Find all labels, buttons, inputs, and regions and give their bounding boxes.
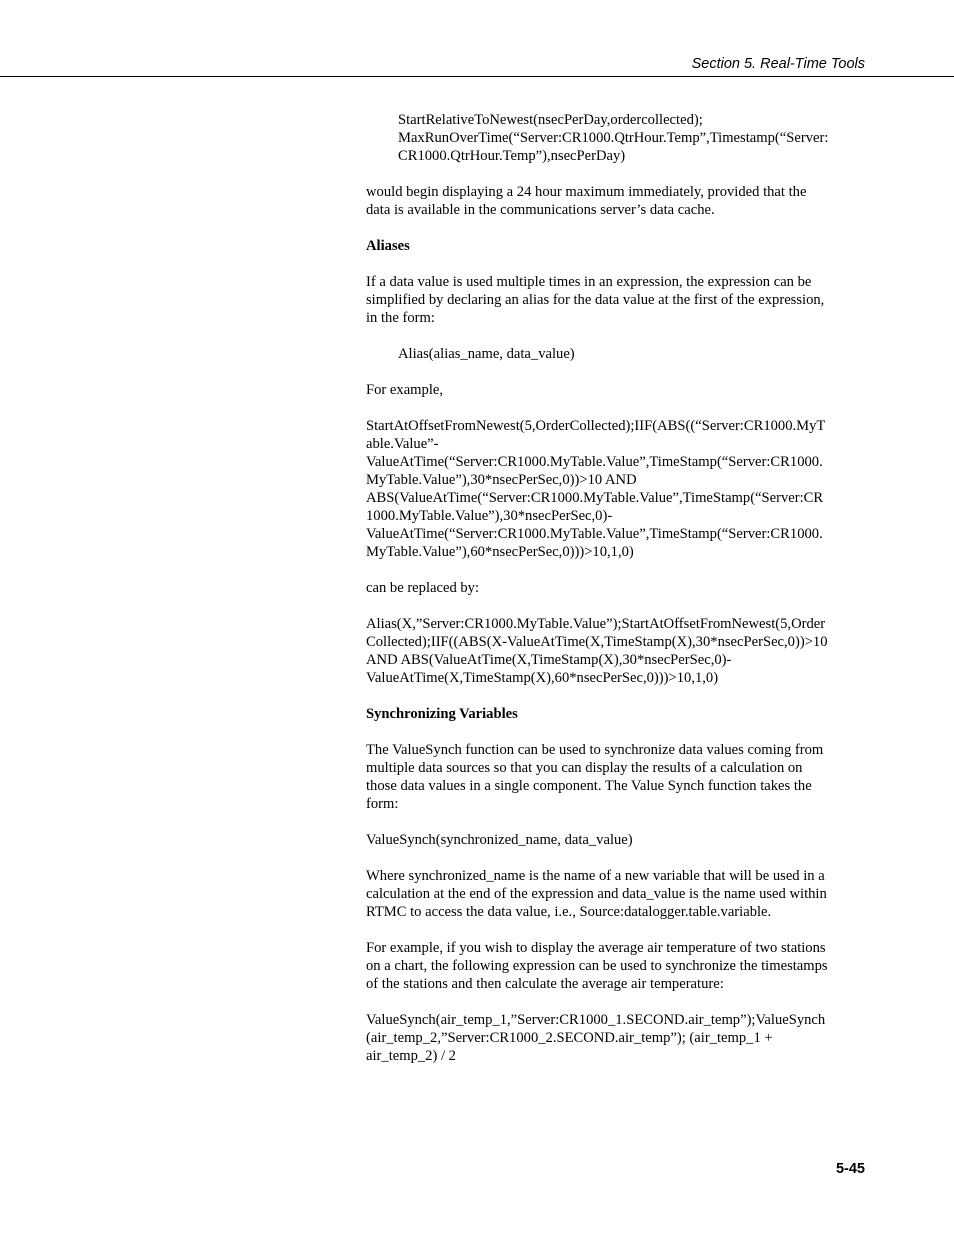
paragraph-alias-intro: [366, 273, 866, 327]
paragraph-replaced-by: can be replaced by:: [366, 580, 480, 596]
text-line: If a data value is used multiple times in an expression, the expression can be: [366, 274, 812, 290]
code-alias-form: Alias(alias_name, data_value): [398, 346, 575, 362]
text-line: air_temp_2) / 2: [366, 1048, 456, 1064]
text-line: in the form:: [366, 310, 435, 326]
text-line: AND ABS(ValueAtTime(X,TimeStamp(X),30*nsecPerSec,0)-: [366, 652, 732, 668]
text-line: data is available in the communications server’s data cache.: [366, 202, 715, 218]
text-line: 1000.MyTable.Value”),30*nsecPerSec,0)-: [366, 508, 613, 524]
text-line: StartAtOffsetFromNewest(5,OrderCollected);IIF(ABS((“Server:CR1000.MyT: [366, 418, 826, 434]
text-line: would begin displaying a 24 hour maximum immediately, provided that the: [366, 184, 807, 200]
text-line: MyTable.Value”),30*nsecPerSec,0))>10 AND: [366, 472, 637, 488]
text-line: calculation at the end of the expression and data_value is the name used within: [366, 886, 827, 902]
section-header-title: Section 5. Real-Time Tools: [691, 56, 865, 72]
text-line: The ValueSynch function can be used to synchronize data values coming from: [366, 742, 824, 758]
text-line: ValueAtTime(X,TimeStamp(X),60*nsecPerSec,0)))>10,1,0): [366, 670, 719, 686]
paragraph-begin-displaying: [366, 183, 866, 219]
paragraph-sync-example: [366, 939, 866, 993]
text-line: CR1000.QtrHour.Temp”),nsecPerDay): [398, 148, 626, 164]
text-line: (air_temp_2,”Server:CR1000_2.SECOND.air_temp”); (air_temp_1 +: [366, 1030, 773, 1046]
text-line: form:: [366, 796, 399, 812]
code-long-expression: [366, 417, 866, 561]
heading-synchronizing-variables: Synchronizing Variables: [366, 706, 518, 722]
text-line: For example, if you wish to display the average air temperature of two stations: [366, 940, 826, 956]
text-line: ValueSynch(air_temp_1,”Server:CR1000_1.SECOND.air_temp”);ValueSynch: [366, 1012, 826, 1028]
text-line: MyTable.Value”),60*nsecPerSec,0)))>10,1,0): [366, 544, 634, 560]
text-line: those data values in a single component. The Value Synch function takes the: [366, 778, 812, 794]
text-line: ValueAtTime(“Server:CR1000.MyTable.Value”,TimeStamp(“Server:CR1000.: [366, 454, 823, 470]
paragraph-sync-where: [366, 867, 866, 921]
text-line: RTMC to access the data value, i.e., Source:datalogger.table.variable.: [366, 904, 772, 920]
text-line: simplified by declaring an alias for the data value at the first of the expression,: [366, 292, 825, 308]
code-sync-form: ValueSynch(synchronized_name, data_value): [366, 832, 633, 848]
text-line: multiple data sources so that you can display the results of a calculation on: [366, 760, 803, 776]
text-line: on a chart, the following expression can be used to synchronize the timestamps: [366, 958, 828, 974]
text-line: Collected);IIF((ABS(X-ValueAtTime(X,TimeStamp(X),30*nsecPerSec,0))>10: [366, 634, 828, 650]
text-line: ABS(ValueAtTime(“Server:CR1000.MyTable.Value”,TimeStamp(“Server:CR: [366, 490, 824, 506]
heading-aliases: Aliases: [366, 238, 410, 254]
text-line: of the stations and then calculate the average air temperature:: [366, 976, 724, 992]
text-line: able.Value”-: [366, 436, 439, 452]
page-number: 5-45: [835, 1161, 865, 1177]
text-line: MaxRunOverTime(“Server:CR1000.QtrHour.Temp”,Timestamp(“Server:: [398, 130, 829, 146]
text-line: StartRelativeToNewest(nsecPerDay,ordercollected);: [398, 112, 703, 128]
header-divider: [0, 76, 954, 77]
text-line: Where synchronized_name is the name of a new variable that will be used in a: [366, 868, 825, 884]
page-body: [366, 111, 866, 1083]
text-line: ValueAtTime(“Server:CR1000.MyTable.Value”,TimeStamp(“Server:CR1000.: [366, 526, 823, 542]
code-alias-expression: [366, 615, 866, 687]
text-line: Alias(X,”Server:CR1000.MyTable.Value”);StartAtOffsetFromNewest(5,Order: [366, 616, 826, 632]
code-start-relative: [366, 111, 866, 165]
code-sync-expression: [366, 1011, 866, 1065]
paragraph-sync-intro: [366, 741, 866, 813]
paragraph-for-example: For example,: [366, 382, 444, 398]
